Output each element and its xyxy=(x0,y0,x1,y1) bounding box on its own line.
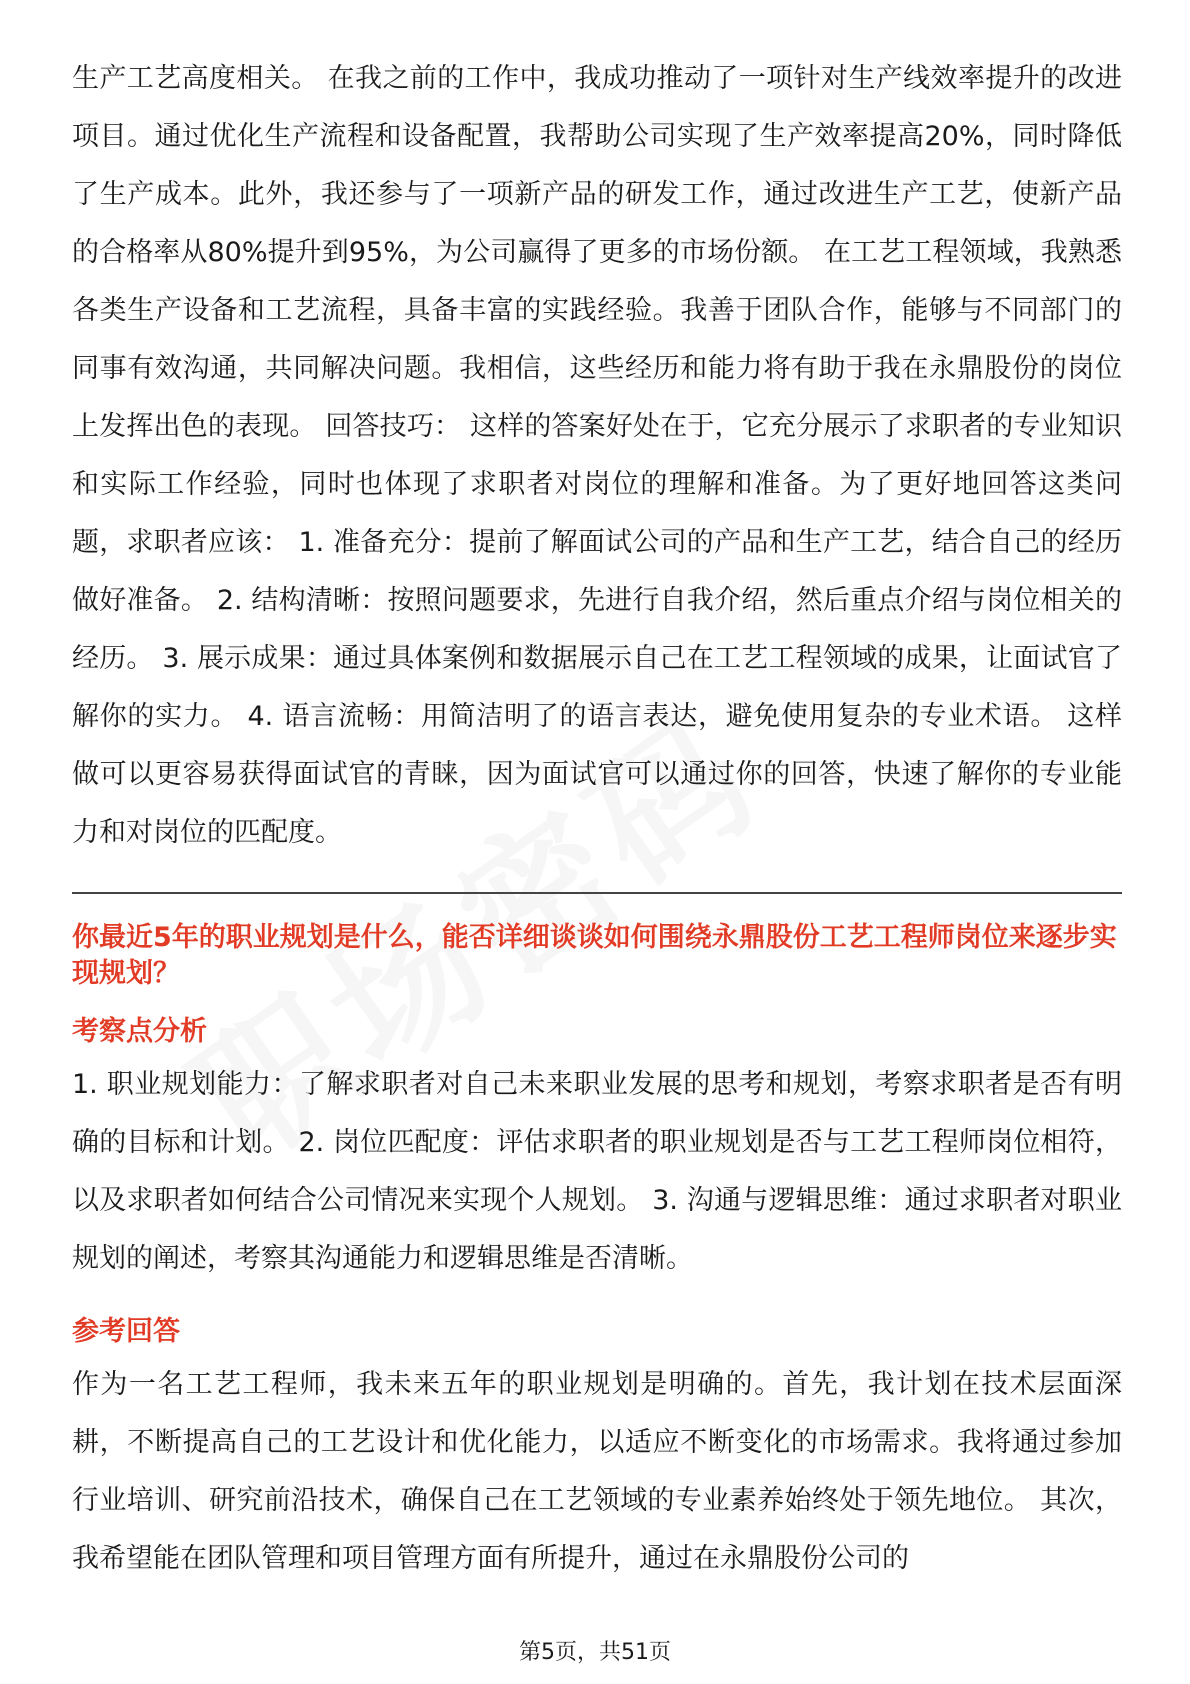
page-number: 第5页，共51页 xyxy=(519,1640,671,1665)
analysis-heading: 考察点分析 xyxy=(72,1016,207,1047)
answer-paragraph: 作为一名工艺工程师，我未来五年的职业规划是明确的。首先，我计划在技术层面深耕，不断提高自己的工艺设计和优化能力，以适应不断变化的市场需求。我将通过参加行业培训、研究前沿技术，确保自己在工艺领域的专业素养始终处于领先地位。 其次，我希望能在团队管理和项目管理方面有所提升，通过在永鼎股份公司的 xyxy=(72,1369,1122,1574)
answer-heading: 参考回答 xyxy=(72,1316,180,1347)
continuation-paragraph: 生产工艺高度相关。 在我之前的工作中，我成功推动了一项针对生产线效率提升的改进项目。通过优化生产流程和设备配置，我帮助公司实现了生产效率提高20%，同时降低了生产成本。此外，我还参与了一项新产品的研发工作，通过改进生产工艺，使新产品的合格率从80%提升到95%，为公司赢得了更多的市场份额。 在工艺工程领域，我熟悉各类生产设备和工艺流程，具备丰富的实践经验。我善于团队合作，能够与不同部门的同事有效沟通，共同解决问题。我相信，这些经历和能力将有助于我在永鼎股份的岗位上发挥出色的表现。 回答技巧： 这样的答案好处在于，它充分展示了求职者的专业知识和实际工作经验，同时也体现了求职者对岗位的理解和准备。为了更好地回答这类问题，求职者应该： 1. 准备充分：提前了解面试公司的产品和生产工艺，结合自己的经历做好准备。 2. 结构清晰：按照问题要求，先进行自我介绍，然后重点介绍与岗位相关的经历。 3. 展示成果：通过具体案例和数据展示自己在工艺工程领域的成果，让面试官了解你的实力。 4. 语言流畅：用简洁明了的语言表达，避免使用复杂的专业术语。 这样做可以更容易获得面试官的青睐，因为面试官可以通过你的回答，快速了解你的专业能力和对岗位的匹配度。 xyxy=(72,63,1122,848)
document-page xyxy=(72,50,1122,1588)
question-title: 你最近5年的职业规划是什么，能否详细谈谈如何围绕永鼎股份工艺工程师岗位来逐步实现规划？ xyxy=(72,922,1117,989)
analysis-paragraph: 1. 职业规划能力：了解求职者对自己未来职业发展的思考和规划，考察求职者是否有明确的目标和计划。 2. 岗位匹配度：评估求职者的职业规划是否与工艺工程师岗位相符，以及求职者如何结合公司情况来实现个人规划。 3. 沟通与逻辑思维：通过求职者对职业规划的阐述，考察其沟通能力和逻辑思维是否清晰。 xyxy=(72,1069,1122,1274)
section-divider xyxy=(72,892,1122,894)
